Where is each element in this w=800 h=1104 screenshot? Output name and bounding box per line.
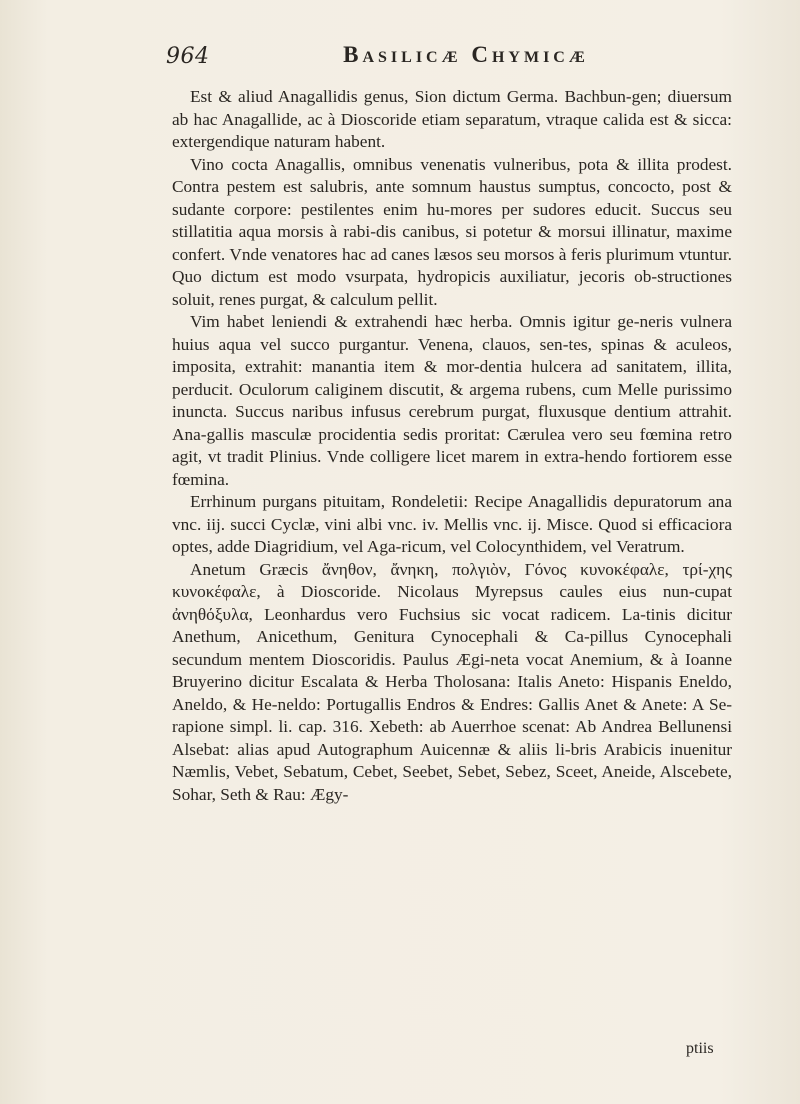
catchword: ptiis [686, 1040, 714, 1057]
paragraph-vim-habet: Vim habet leniendi & extrahendi hæc herba. Omnis igitur ge-neris vulnera huius aqua vel succo purgantur. Venena, clauos, sen-tes, spinas & aculeos, imposita, extrahit: manantia item & mor-dentia hulcera ad sanitatem, illita, perducit. Oculorum caliginem discutit, & argema rubens, cum Melle purissimo inuncta. Succus naribus infusus cerebrum purgat, fluxusque dentium attrahit. Ana-gallis masculæ procidentia sedis proritat: Cærulea vero seu fœmina retro agit, vt tradit Plinius. Vnde colligere licet marem in extra-hendo fortiorem esse fœmina. [172, 312, 732, 489]
paragraph-anetum: Anetum Græcis ἄνηθον, ἄνηκη, πολγιὸν, Γόνος κυνοκέφαλε, τρί-χης κυνοκέφαλε, à Dioscoride. Nicolaus Myrepsus caules eius nun-cupat ἀνηθόξυλα, Leonhardus vero Fuchsius sic vocat radicem. La-tinis dicitur Anethum, Anicethum, Genitura Cynocephali & Ca-pillus Cynocephali secundum mentem Dioscoridis. Paulus Ægi-neta vocat Anemium, & à Ioanne Bruyerino dicitur Escalata & Herba Tholosana: Italis Aneto: Hispanis Eneldo, Aneldo, & He-neldo: Portugallis Endros & Endres: Gallis Anet & Anete: A Se-rapione simpl. li. cap. 316. Xebeth: ab Auerrhoe scenat: Ab Andrea Bellunensi Alsebat: alias apud Autographum Auicennæ & aliis li-bris Arabicis inuenitur Næmlis, Vebet, Sebatum, Cebet, Seebet, Sebet, Sebez, Sceet, Aneide, Alscebete, Sohar, Seth & Rau: Ægy- [172, 559, 732, 804]
page-header [166, 40, 726, 80]
page-number: 964 [166, 44, 210, 69]
paragraph-sion: Est & aliud Anagallidis genus, Sion dictum Germa. Bachbun-gen; diuersum ab hac Anagallide, ac à Dioscoride etiam separatum, vtraque calida est & sicca: extergendique naturam habent. [172, 87, 732, 151]
paragraph-errhinum: Errhinum purgans pituitam, Rondeletii: Recipe Anagallidis depuratorum ana vnc. iij. succi Cyclæ, vini albi vnc. iv. Mellis vnc. ij. Misce. Quod si efficaciora optes, adde Diagridium, vel Aga-ricum, vel Colocynthidem, vel Veratrum. [172, 492, 732, 556]
body-text [172, 86, 732, 806]
running-title: Basilicæ Chymicæ [343, 42, 589, 67]
paragraph-vino-cocta: Vino cocta Anagallis, omnibus venenatis vulneribus, pota & illita prodest. Contra pestem est salubris, ante somnum haustus sumptus, concocto, post & sudante corpore: pestilentes enim hu-mores per sudores educit. Succus seu stillatitia aqua morsis à rabi-dis canibus, si potetur & morsui illinatur, maxime confert. Vnde venatores hac ad canes læsos seu morsos à feris plurimum vtuntur. Quo dictum est modo vsurpata, hydropicis auxiliatur, jecoris ob-structiones soluit, renes purgat, & calculum pellit. [172, 154, 732, 309]
